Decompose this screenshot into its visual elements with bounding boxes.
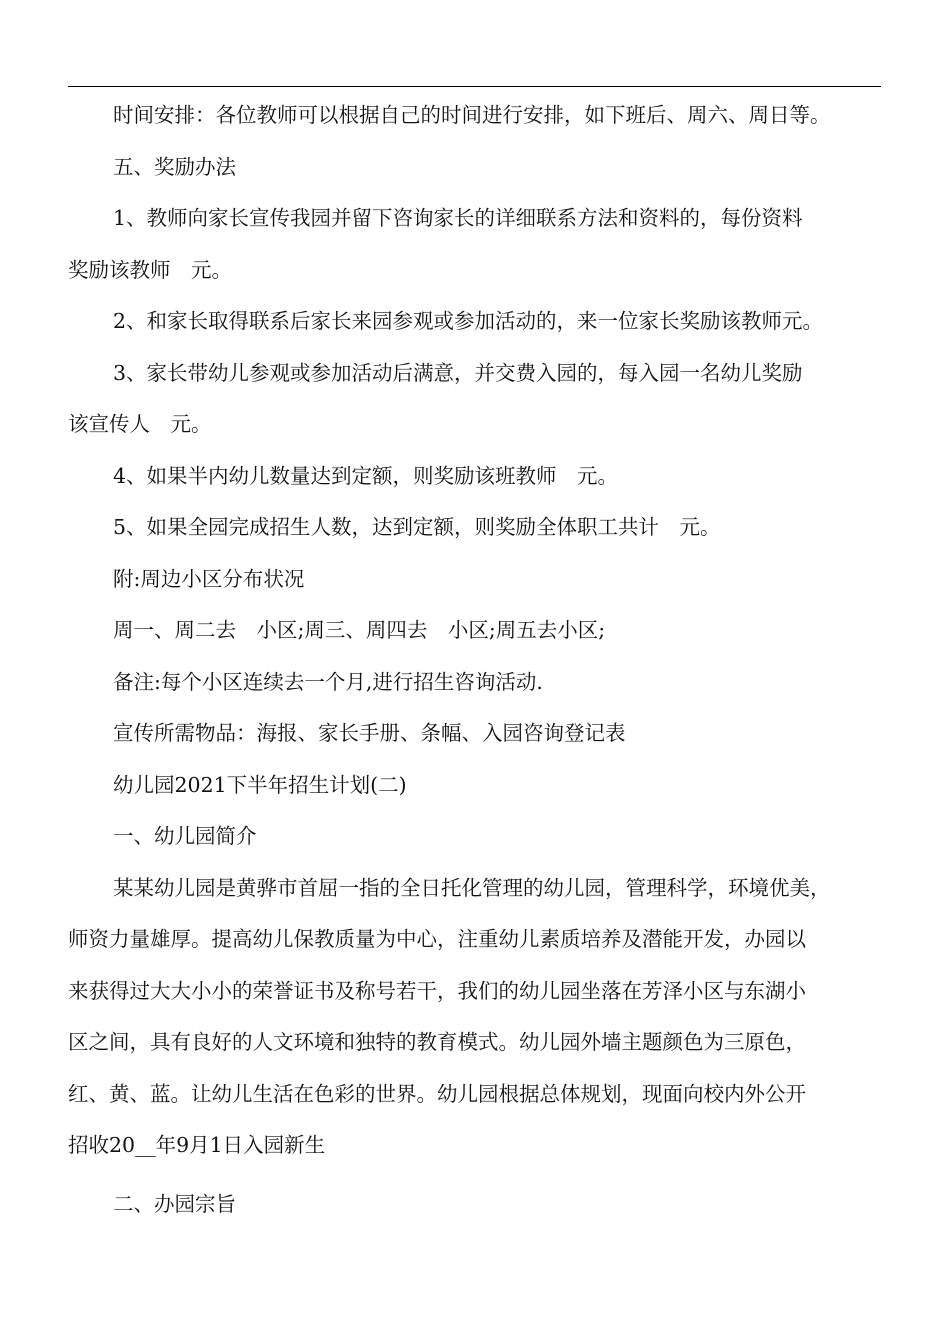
materials-line: 宣传所需物品：海报、家长手册、条幅、入园咨询登记表 xyxy=(113,721,626,745)
section-heading-rewards: 五、奖励办法 xyxy=(113,154,236,179)
section-heading-purpose: 二、办园宗旨 xyxy=(113,1191,236,1216)
plan-two-title: 幼儿园2021下半年招生计划(二) xyxy=(113,772,407,797)
intro-paragraph-line: 红、黄、蓝。让幼儿生活在色彩的世界。幼儿园根据总体规划，现面向校内外公开 xyxy=(68,1081,806,1106)
header-rule xyxy=(68,86,881,87)
reward-item-5: 5、如果全园完成招生人数，达到定额，则奖励全体职工共计 元。 xyxy=(113,515,721,539)
weekly-schedule: 周一、周二去 小区;周三、周四去 小区;周五去小区; xyxy=(113,618,606,642)
appendix-heading: 附:周边小区分布状况 xyxy=(113,566,305,591)
intro-paragraph-line: 招收20__年9月1日入园新生 xyxy=(68,1133,326,1157)
reward-item-2: 2、和家长取得联系后家长来园参观或参加活动的，来一位家长奖励该教师元。 xyxy=(113,309,824,333)
reward-item-4: 4、如果半内幼儿数量达到定额，则奖励该班教师 元。 xyxy=(113,463,619,488)
schedule-line: 时间安排：各位教师可以根据自己的时间进行安排，如下班后、周六、周日等。 xyxy=(113,103,831,127)
reward-item-1-continued: 奖励该教师 元。 xyxy=(68,257,232,282)
intro-paragraph-line: 来获得过大大小小的荣誉证书及称号若干，我们的幼儿园坐落在芳泽小区与东湖小 xyxy=(68,978,806,1003)
reward-item-3-continued: 该宣传人 元。 xyxy=(68,412,212,436)
intro-paragraph-line: 某某幼儿园是黄骅市首屈一指的全日托化管理的幼儿园，管理科学，环境优美， xyxy=(113,875,831,900)
reward-item-3: 3、家长带幼儿参观或参加活动后满意，并交费入园的，每入园一名幼儿奖励 xyxy=(113,360,803,385)
intro-paragraph-line: 师资力量雄厚。提高幼儿保教质量为中心，注重幼儿素质培养及潜能开发，办园以 xyxy=(68,927,806,951)
reward-item-1: 1、教师向家长宣传我园并留下咨询家长的详细联系方法和资料的，每份资料 xyxy=(113,206,803,230)
intro-paragraph-line: 区之间，具有良好的人文环境和独特的教育模式。幼儿园外墙主题颜色为三原色， xyxy=(68,1030,806,1054)
note-line: 备注:每个小区连续去一个月,进行招生咨询活动. xyxy=(113,669,543,694)
document-body xyxy=(68,90,882,1230)
section-heading-intro: 一、幼儿园简介 xyxy=(113,824,257,848)
